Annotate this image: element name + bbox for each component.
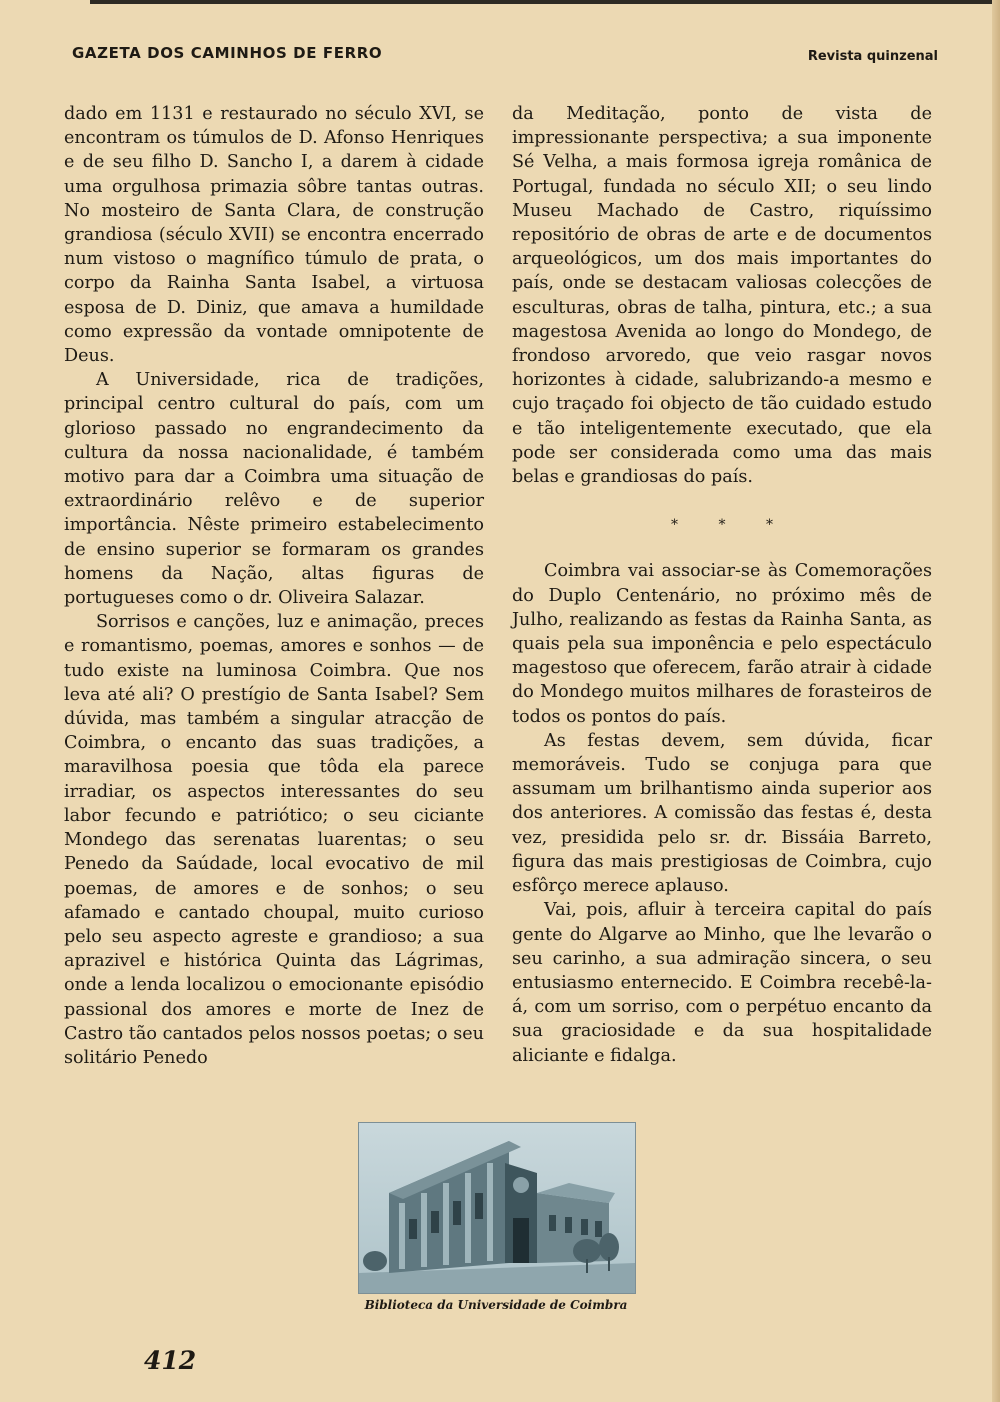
section-separator: * * * [671, 517, 791, 534]
paragraph: da Meditação, ponto de vista de impressionante perspectiva; a sua imponente Sé Velha, a mais formosa igreja românica de Portugal, fundada no século XII; o seu lindo Museu Machado de Castro, riquíssimo repositório de obras de arte e de documentos arqueológicos, um dos mais importantes do país, onde se destacam valiosas colecções de esculturas, obras de talha, pintura, etc.; a sua magestosa Avenida ao longo do Mondego, de frondoso arvoredo, que veio rasgar novos horizontes à cidade, salubrizando-a mesmo e cujo traçado foi objecto de tão cuidado estudo e tão inteligentemente executado, que ela pode ser considerada como uma das mais belas e grandiosas do país. [512, 104, 932, 488]
library-photo [358, 1122, 636, 1294]
library-building-illustration [359, 1123, 635, 1293]
page-number: 412 [144, 1346, 197, 1375]
paragraph: Vai, pois, afluir à terceira capital do país gente do Algarve ao Minho, que lhe levarão o seu carinho, a sua admiração sincera, o seu entusiasmo enternecido. E Coimbra recebê-la-á, com um sorriso, com o perpétuo encanto da sua graciosidade e da sua hospitalidade aliciante e fidalga. [512, 900, 932, 1066]
photo-caption: Biblioteca da Universidade de Coimbra [364, 1298, 628, 1312]
publication-title: GAZETA DOS CAMINHOS DE FERRO [72, 44, 383, 62]
paragraph: Sorrisos e canções, luz e animação, preces e romantismo, poemas, amores e sonhos — de tudo existe na luminosa Coimbra. Que nos leva até ali? O prestígio de Santa Isabel? Sem dúvida, mas também a singular atracção de Coimbra, o encanto das suas tradições, a maravilhosa poesia que tôda ela parece irradiar, os aspectos interessantes do seu labor fecundo e patriótico; o seu ciciante Mondego das serenatas luarentas; o seu Penedo da Saúdade, local evocativo de mil poemas, de amores e de sonhos; o seu afamado e cantado choupal, muito curioso pelo seu aspecto agreste e grandioso; a sua aprazivel e histórica Quinta das Lágrimas, onde a lenda localizou o emocionante episódio passional dos amores e morte de Inez de Castro tão cantados pelos nossos poetas; o seu solitário Penedo [64, 612, 484, 1068]
paragraph: Coimbra vai associar-se às Comemorações do Duplo Centenário, no próximo mês de Julho, realizando as festas da Rainha Santa, as quais pela sua imponência e pelo espectáculo magestoso que oferecem, farão atrair à cidade do Mondego muitos milhares de forasteiros de todos os pontos do país. [512, 561, 932, 727]
page-header [72, 44, 938, 68]
paragraph: As festas devem, sem dúvida, ficar memoráveis. Tudo se conjuga para que assumam um brilhantismo ainda superior aos dos anteriores. A comissão das festas é, desta vez, presidida pelo sr. dr. Bissáia Barreto, figura das mais prestigiosas de Coimbra, cujo esfôrço merece aplauso. [512, 730, 932, 897]
page-edge-shadow [992, 0, 1000, 1402]
right-column [512, 102, 932, 1068]
paragraph: dado em 1131 e restaurado no século XVI, se encontram os túmulos de D. Afonso Henriques e de seu filho D. Sancho I, a darem à cidade uma orgulhosa primazia sôbre tantas outras. No mosteiro de Santa Clara, de construção grandiosa (século XVII) se encontra encerrado num vistoso o magnífico túmulo de prata, o corpo da Rainha Santa Isabel, a virtuosa esposa de D. Diniz, que amava a humildade como expressão da vontade omnipotente de Deus. [64, 104, 484, 367]
left-column [64, 102, 484, 1070]
paragraph: A Universidade, rica de tradições, principal centro cultural do país, com um glorioso passado no engrandecimento da cultura da nossa nacionalidade, é também motivo para dar a Coimbra uma situação de extraordinário relêvo e de superior importância. Nêste primeiro estabelecimento de ensino superior se formaram os grandes homens da Nação, altas figuras de portugueses como o dr. Oliveira Salazar. [64, 370, 484, 609]
publication-subtitle: Revista quinzenal [807, 49, 938, 64]
top-edge-bar [90, 0, 1000, 4]
